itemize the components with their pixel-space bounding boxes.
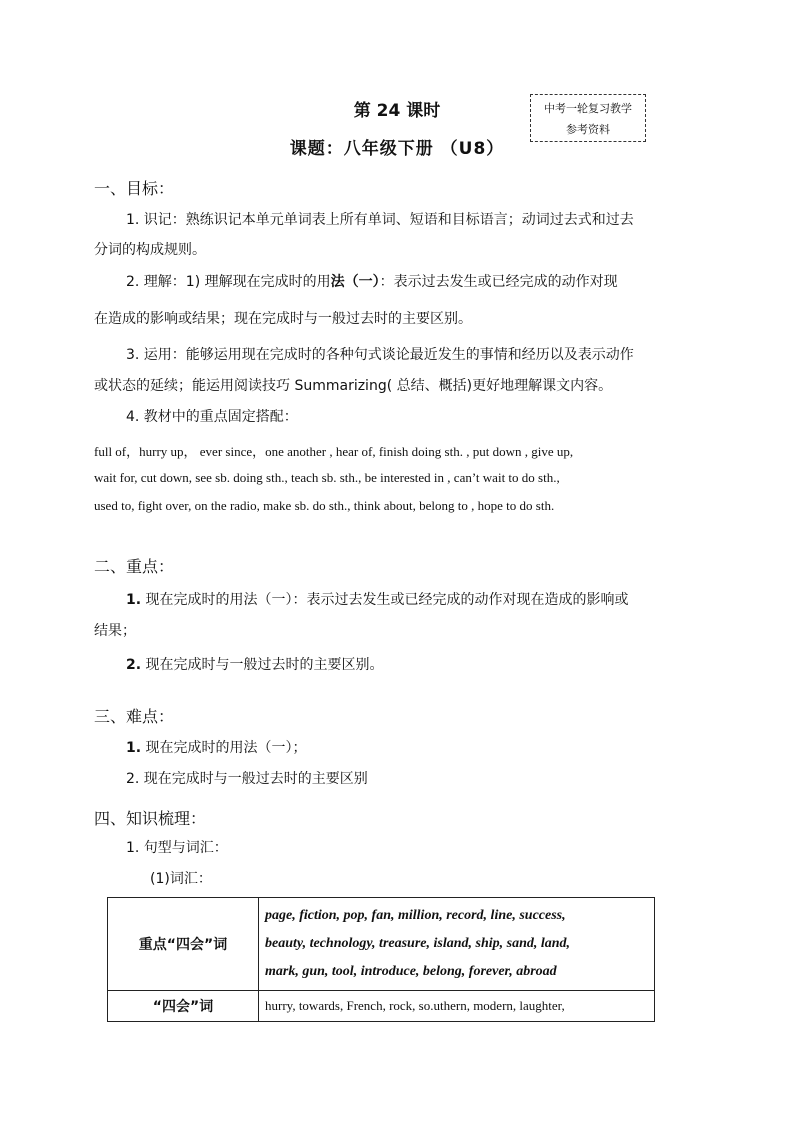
key-point-1-line-1 <box>126 591 629 609</box>
objective-3-line-2: 或状态的延续；能运用阅读技巧 Summarizing( 总结、概括)更好地理解课文内容。 <box>94 378 613 394</box>
objective-3-line-1: 3. 运用：能够运用现在完成时的各种句式谈论最近发生的事情和经历以及表示动作 <box>126 347 634 363</box>
key-point-2 <box>126 656 384 674</box>
phrase-line-2: wait for, cut down, see sb. doing sth., teach sb. sth., be interested in , can’t wait to do sth., <box>94 470 560 485</box>
difficulty-1 <box>126 739 307 757</box>
section-4-heading: 四、知识梳理： <box>94 809 207 828</box>
vocab-category-four-skills: “四会”词 <box>108 991 259 1022</box>
objective-2-line-2: 在造成的影响或结果；现在完成时与一般过去时的主要区别。 <box>94 311 472 327</box>
vocab-key-line-3: mark, gun, tool, introduce, belong, forever, abroad <box>265 964 557 979</box>
key-point-2-number: 2. <box>126 657 142 673</box>
objective-2-post: ：表示过去发生或已经完成的动作对现 <box>379 274 618 290</box>
difficulty-2: 2. 现在完成时与一般过去时的主要区别 <box>126 771 368 787</box>
vocab-category-key: 重点“四会”词 <box>108 898 259 991</box>
key-point-1-text: 现在完成时的用法（一）：表示过去发生或已经完成的动作对现在造成的影响或 <box>141 592 629 608</box>
vocab-four-skills-words: hurry, towards, French, rock, so.uthern, modern, laughter, <box>259 991 655 1022</box>
vocab-key-words <box>259 898 655 991</box>
vocab-key-line-1: page, fiction, pop, fan, million, record, line, success, <box>265 908 566 923</box>
subsection-sentences-vocab: 1. 句型与词汇： <box>126 840 228 856</box>
stamp-line-1: 中考一轮复习教学 <box>544 102 632 115</box>
phrase-line-1: full of，hurry up， ever since，one another , hear of, finish doing sth. , put down , give up, <box>94 444 574 459</box>
difficulty-1-text: 现在完成时的用法（一）； <box>141 740 307 756</box>
objective-1-line-1: 1. 识记：熟练识记本单元单词表上所有单词、短语和目标语言；动词过去式和过去 <box>126 212 634 228</box>
subsection-vocab: (1)词汇： <box>150 871 212 887</box>
phrase-line-3: used to, fight over, on the radio, make sb. do sth., think about, belong to , hope to do sth. <box>94 498 555 513</box>
objective-4: 4. 教材中的重点固定搭配： <box>126 409 298 425</box>
objective-2-pre: 2. 理解：1) 理解现在完成时的用 <box>126 274 331 290</box>
objective-1-line-2: 分词的构成规则。 <box>94 242 206 258</box>
table-row <box>108 898 655 991</box>
section-1-heading: 一、目标： <box>94 179 175 198</box>
vocab-key-line-2: beauty, technology, treasure, island, ship, sand, land, <box>265 936 571 951</box>
key-point-1-number: 1. <box>126 592 142 608</box>
stamp-line-2: 参考资料 <box>566 123 610 136</box>
vocab-table <box>107 897 655 1022</box>
difficulty-1-number: 1. <box>126 740 142 756</box>
objective-2-bold: 法（一） <box>330 274 380 290</box>
reference-stamp <box>530 94 646 142</box>
key-point-2-text: 现在完成时与一般过去时的主要区别。 <box>141 657 384 673</box>
lesson-topic: 课题：八年级下册 （U8） <box>289 139 505 159</box>
key-point-1-line-2: 结果； <box>94 623 136 639</box>
table-row <box>108 991 655 1022</box>
section-2-heading: 二、重点： <box>94 557 175 576</box>
objective-2-line-1 <box>126 273 618 291</box>
lesson-number: 第 24 课时 <box>353 101 441 121</box>
section-3-heading: 三、难点： <box>94 707 175 726</box>
